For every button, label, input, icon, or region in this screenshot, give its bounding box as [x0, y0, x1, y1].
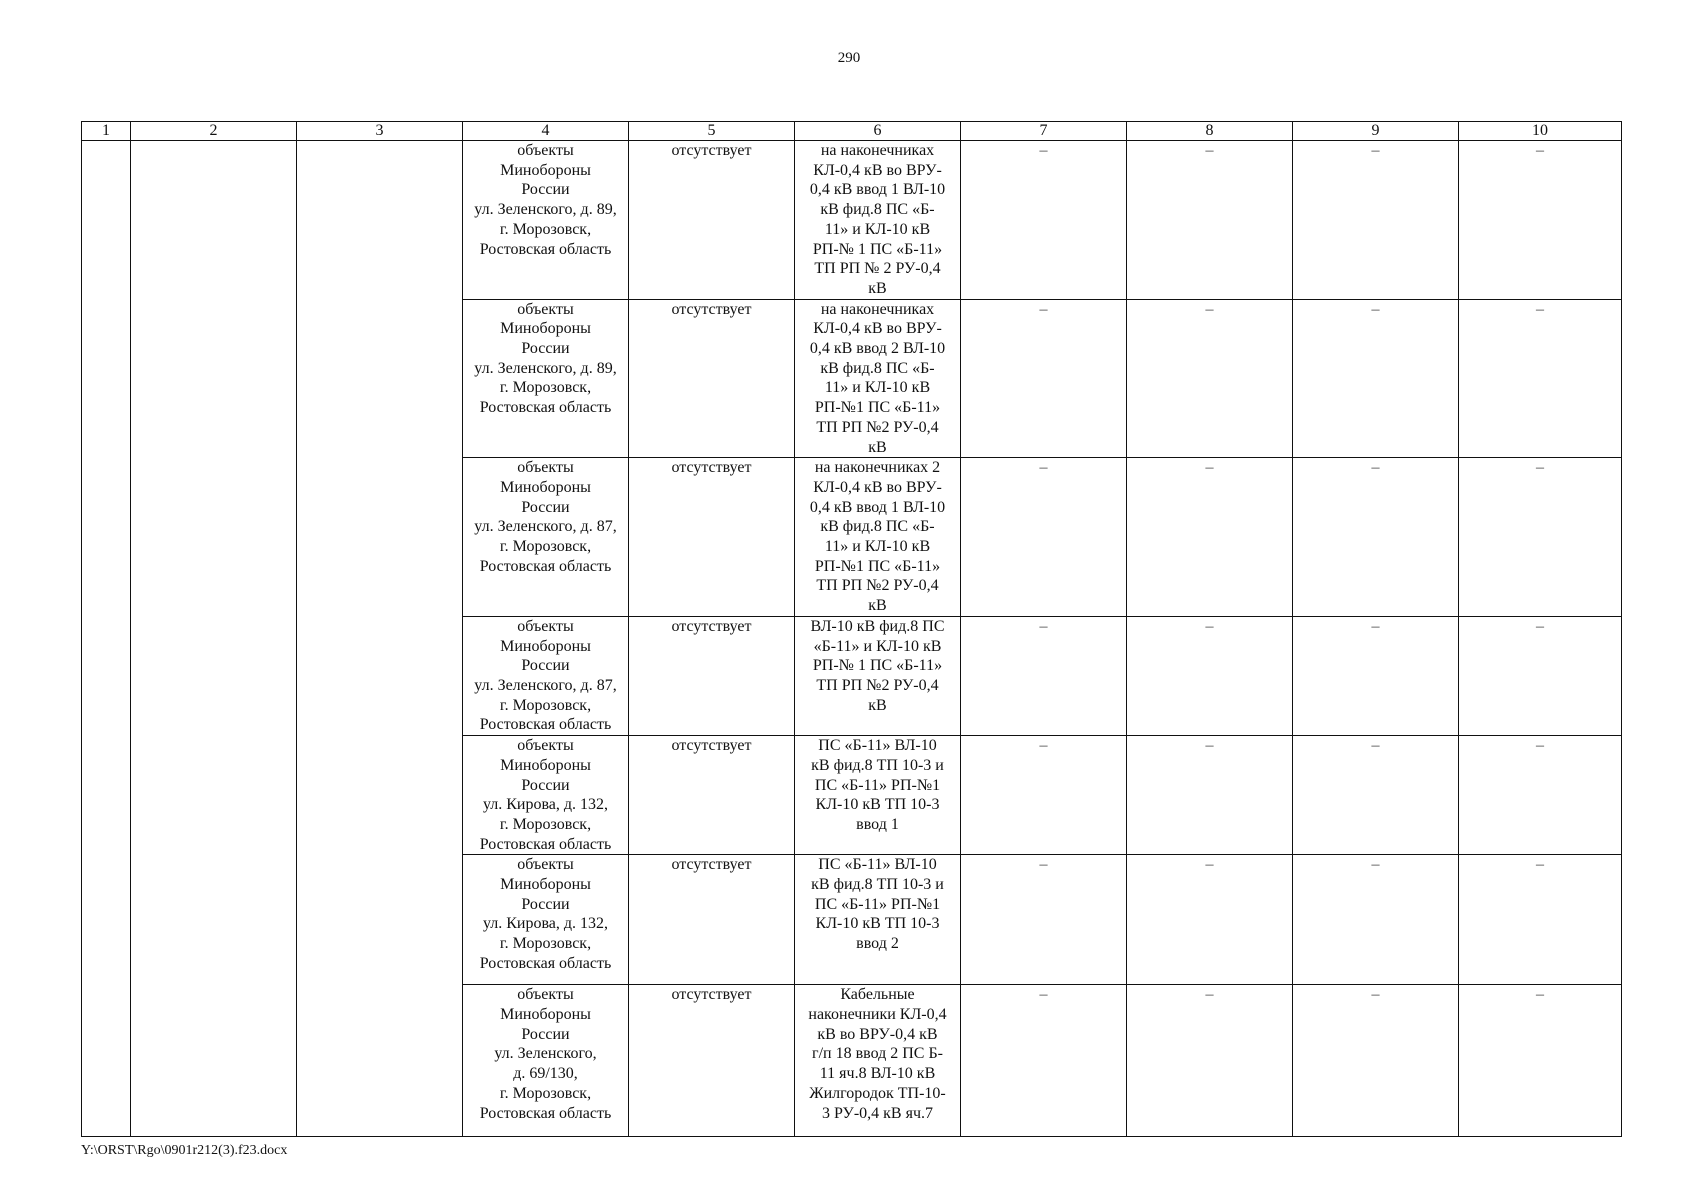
dash-cell: – — [1127, 616, 1293, 735]
dash-cell: – — [1459, 616, 1622, 735]
dash-cell: – — [1127, 855, 1293, 985]
dash-cell: – — [961, 141, 1127, 300]
dash-cell: – — [1293, 141, 1459, 300]
merged-cell-col3 — [297, 141, 463, 1137]
dash-cell: – — [1127, 985, 1293, 1137]
status-cell: отсутствует — [629, 299, 795, 458]
dash-cell: – — [1459, 299, 1622, 458]
status-cell: отсутствует — [629, 616, 795, 735]
dash-cell: – — [961, 616, 1127, 735]
object-cell: объекты Минобороны России ул. Зеленского, д. 69/130, г. Морозовск, Ростовская область — [463, 985, 629, 1137]
dash-cell: – — [1459, 855, 1622, 985]
object-cell: объекты Минобороны России ул. Зеленского, д. 87, г. Морозовск, Ростовская область — [463, 458, 629, 617]
object-cell: объекты Минобороны России ул. Зеленского, д. 89, г. Морозовск, Ростовская область — [463, 141, 629, 300]
dash-cell: – — [1459, 141, 1622, 300]
dash-cell: – — [961, 736, 1127, 855]
column-header: 2 — [131, 122, 297, 141]
column-header: 3 — [297, 122, 463, 141]
column-header: 5 — [629, 122, 795, 141]
dash-cell: – — [1459, 458, 1622, 617]
dash-cell: – — [961, 299, 1127, 458]
dash-cell: – — [1127, 299, 1293, 458]
merged-cell-col1 — [82, 141, 131, 1137]
boundary-cell: на наконечниках КЛ-0,4 кВ во ВРУ- 0,4 кВ ввод 2 ВЛ-10 кВ фид.8 ПС «Б- 11» и КЛ-10 кВ РП-№1 ПС «Б-11» ТП РП №2 РУ-0,4 кВ — [795, 299, 961, 458]
column-header: 10 — [1459, 122, 1622, 141]
status-cell: отсутствует — [629, 736, 795, 855]
column-header: 6 — [795, 122, 961, 141]
status-cell: отсутствует — [629, 985, 795, 1137]
dash-cell: – — [961, 985, 1127, 1137]
status-cell: отсутствует — [629, 141, 795, 300]
object-cell: объекты Минобороны России ул. Кирова, д. 132, г. Морозовск, Ростовская область — [463, 736, 629, 855]
dash-cell: – — [1459, 985, 1622, 1137]
object-cell: объекты Минобороны России ул. Зеленского, д. 89, г. Морозовск, Ростовская область — [463, 299, 629, 458]
dash-cell: – — [1127, 458, 1293, 617]
dash-cell: – — [1293, 458, 1459, 617]
dash-cell: – — [1127, 141, 1293, 300]
dash-cell: – — [1293, 855, 1459, 985]
dash-cell: – — [1127, 736, 1293, 855]
dash-cell: – — [1459, 736, 1622, 855]
header-row — [82, 122, 1622, 141]
footer-file-path: Y:\ORST\Rgo\0901r212(3).f23.docx — [81, 1143, 288, 1158]
boundary-cell: ПС «Б-11» ВЛ-10 кВ фид.8 ТП 10-3 и ПС «Б-11» РП-№1 КЛ-10 кВ ТП 10-3 ввод 1 — [795, 736, 961, 855]
object-cell: объекты Минобороны России ул. Кирова, д. 132, г. Морозовск, Ростовская область — [463, 855, 629, 985]
column-header: 1 — [82, 122, 131, 141]
dash-cell: – — [1293, 736, 1459, 855]
page-number: 290 — [837, 50, 861, 66]
dash-cell: – — [961, 855, 1127, 985]
column-header: 7 — [961, 122, 1127, 141]
boundary-cell: на наконечниках КЛ-0,4 кВ во ВРУ- 0,4 кВ ввод 1 ВЛ-10 кВ фид.8 ПС «Б- 11» и КЛ-10 кВ РП-№ 1 ПС «Б-11» ТП РП № 2 РУ-0,4 кВ — [795, 141, 961, 300]
column-header: 8 — [1127, 122, 1293, 141]
boundary-cell: ВЛ-10 кВ фид.8 ПС «Б-11» и КЛ-10 кВ РП-№ 1 ПС «Б-11» ТП РП №2 РУ-0,4 кВ — [795, 616, 961, 735]
boundary-cell: ПС «Б-11» ВЛ-10 кВ фид.8 ТП 10-3 и ПС «Б-11» РП-№1 КЛ-10 кВ ТП 10-3 ввод 2 — [795, 855, 961, 985]
column-header: 9 — [1293, 122, 1459, 141]
dash-cell: – — [961, 458, 1127, 617]
dash-cell: – — [1293, 299, 1459, 458]
merged-cell-col2 — [131, 141, 297, 1137]
boundary-cell: на наконечниках 2 КЛ-0,4 кВ во ВРУ- 0,4 кВ ввод 1 ВЛ-10 кВ фид.8 ПС «Б- 11» и КЛ-10 кВ РП-№1 ПС «Б-11» ТП РП №2 РУ-0,4 кВ — [795, 458, 961, 617]
data-table — [81, 121, 1622, 1137]
status-cell: отсутствует — [629, 458, 795, 617]
table-row — [82, 141, 1622, 300]
object-cell: объекты Минобороны России ул. Зеленского, д. 87, г. Морозовск, Ростовская область — [463, 616, 629, 735]
boundary-cell: Кабельные наконечники КЛ-0,4 кВ во ВРУ-0,4 кВ г/п 18 ввод 2 ПС Б- 11 яч.8 ВЛ-10 кВ Жилгородок ТП-10- 3 РУ-0,4 кВ яч.7 — [795, 985, 961, 1137]
status-cell: отсутствует — [629, 855, 795, 985]
column-header: 4 — [463, 122, 629, 141]
dash-cell: – — [1293, 616, 1459, 735]
dash-cell: – — [1293, 985, 1459, 1137]
